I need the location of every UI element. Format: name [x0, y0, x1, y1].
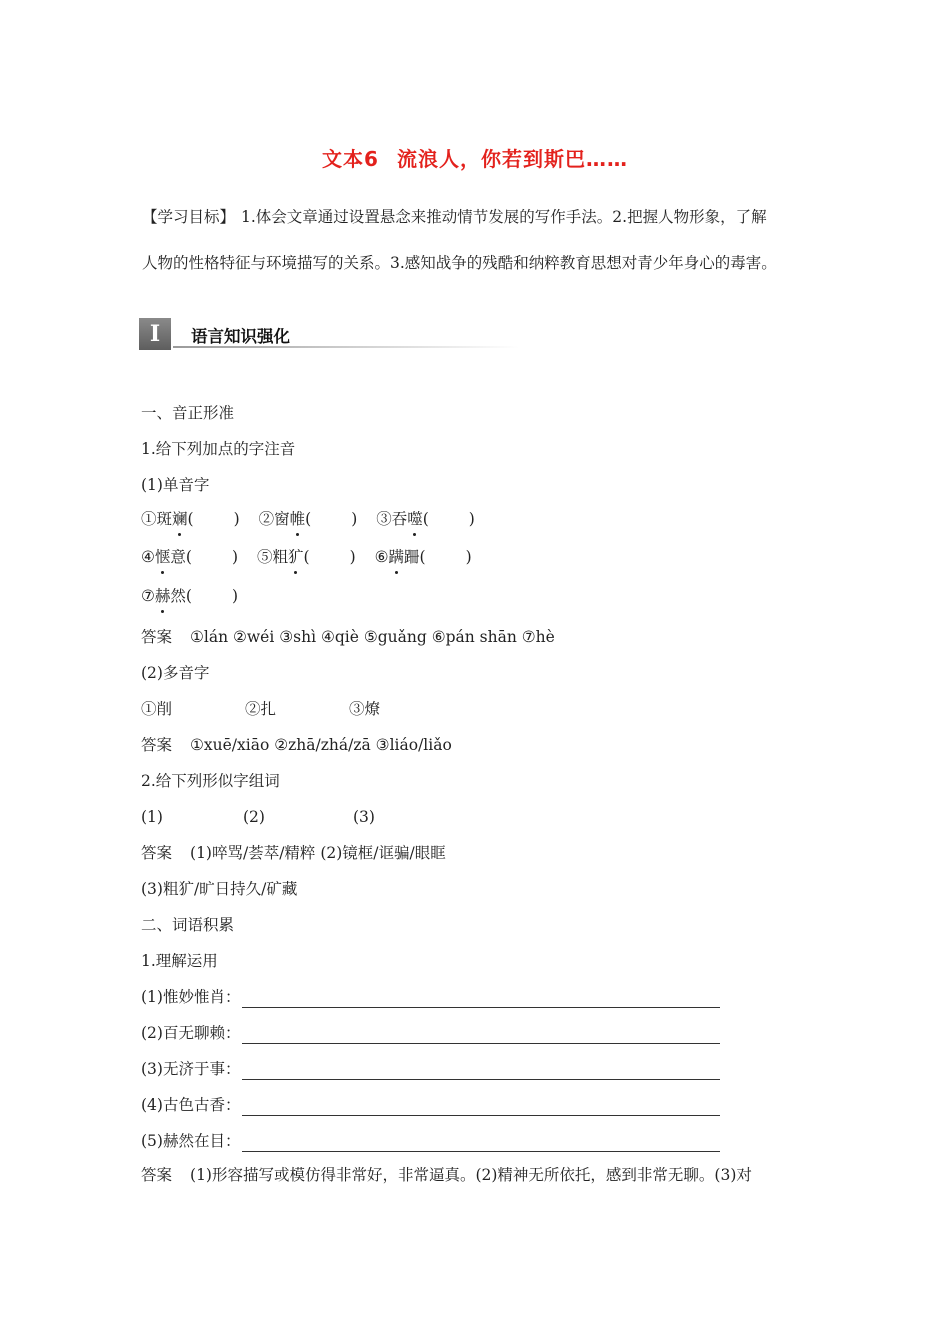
list-item: (2) — [243, 808, 265, 826]
term-item-4: (4)古色古香： — [141, 1094, 720, 1116]
question-understand: 1.理解运用 — [141, 952, 218, 970]
pinyin-row-3 — [141, 585, 238, 607]
question-1: 1.给下列加点的字注音 — [141, 440, 296, 458]
pinyin-row-1 — [141, 508, 475, 530]
list-item: ②扎 — [245, 700, 277, 718]
objectives-label: 【学习目标】 — [142, 208, 236, 226]
term-item-2: (2)百无聊赖： — [141, 1022, 720, 1044]
list-item: ①斑斓( ) — [141, 510, 240, 528]
section-numeral-badge: I — [139, 318, 171, 350]
subheading-single-char: (1)单音字 — [141, 476, 210, 494]
group-row — [141, 806, 375, 828]
list-item: (1) — [141, 808, 163, 826]
answer-4: 答案 (1)形容描写或模仿得非常好，非常逼真。(2)精神无所依托，感到非常无聊。(3)对 — [141, 1166, 752, 1184]
title-number: 文本6 — [322, 147, 379, 171]
page-title — [0, 143, 950, 172]
answer-1: 答案 ①lán ②wéi ③shì ④qiè ⑤guǎng ⑥pán shān ⑦hè — [141, 628, 555, 646]
term-item-1: (1)惟妙惟肖： — [141, 986, 720, 1008]
question-2: 2.给下列形似字组词 — [141, 772, 280, 790]
answer-3: 答案 (1)啐骂/荟萃/精粹 (2)镜框/诓骗/眼眶 — [141, 844, 446, 862]
list-item: ①削 — [141, 700, 173, 718]
answer-blank — [242, 1098, 720, 1116]
term-item-3: (3)无济于事： — [141, 1058, 720, 1080]
list-item: (3) — [353, 808, 375, 826]
list-item: ⑥蹒跚( ) — [374, 548, 472, 566]
multi-char-row — [141, 698, 380, 720]
objectives-line-1: 【学习目标】 1.体会文章通过设置悬念来推动情节发展的写作手法。2.把握人物形象，了解 — [142, 208, 767, 226]
part2-heading: 二、词语积累 — [141, 916, 235, 934]
list-item: ③吞噬( ) — [376, 510, 475, 528]
subheading-multi-char: (2)多音字 — [141, 664, 210, 682]
list-item: ⑤粗犷( ) — [256, 548, 356, 566]
pinyin-row-2 — [141, 546, 472, 568]
answer-blank — [242, 1062, 720, 1080]
list-item: ⑦赫然( ) — [141, 587, 239, 605]
section-header — [139, 318, 519, 350]
answer-2: 答案 ①xuē/xiāo ②zhā/zhá/zā ③liáo/liǎo — [141, 736, 452, 754]
section-title: 语言知识强化 — [191, 327, 290, 346]
answer-blank — [242, 990, 720, 1008]
title-text: 流浪人，你若到斯巴…… — [396, 147, 628, 171]
objectives-line-2: 人物的性格特征与环境描写的关系。3.感知战争的残酷和纳粹教育思想对青少年身心的毒害。 — [142, 254, 777, 272]
list-item: ②窗帷( ) — [258, 510, 358, 528]
answer-3-cont: (3)粗犷/旷日持久/矿藏 — [141, 880, 298, 898]
list-item: ④惬意( ) — [141, 548, 239, 566]
answer-blank — [242, 1134, 720, 1152]
answer-blank — [242, 1026, 720, 1044]
term-item-5: (5)赫然在目： — [141, 1130, 720, 1152]
list-item: ③燎 — [349, 700, 381, 718]
part1-heading: 一、音正形准 — [141, 404, 235, 422]
